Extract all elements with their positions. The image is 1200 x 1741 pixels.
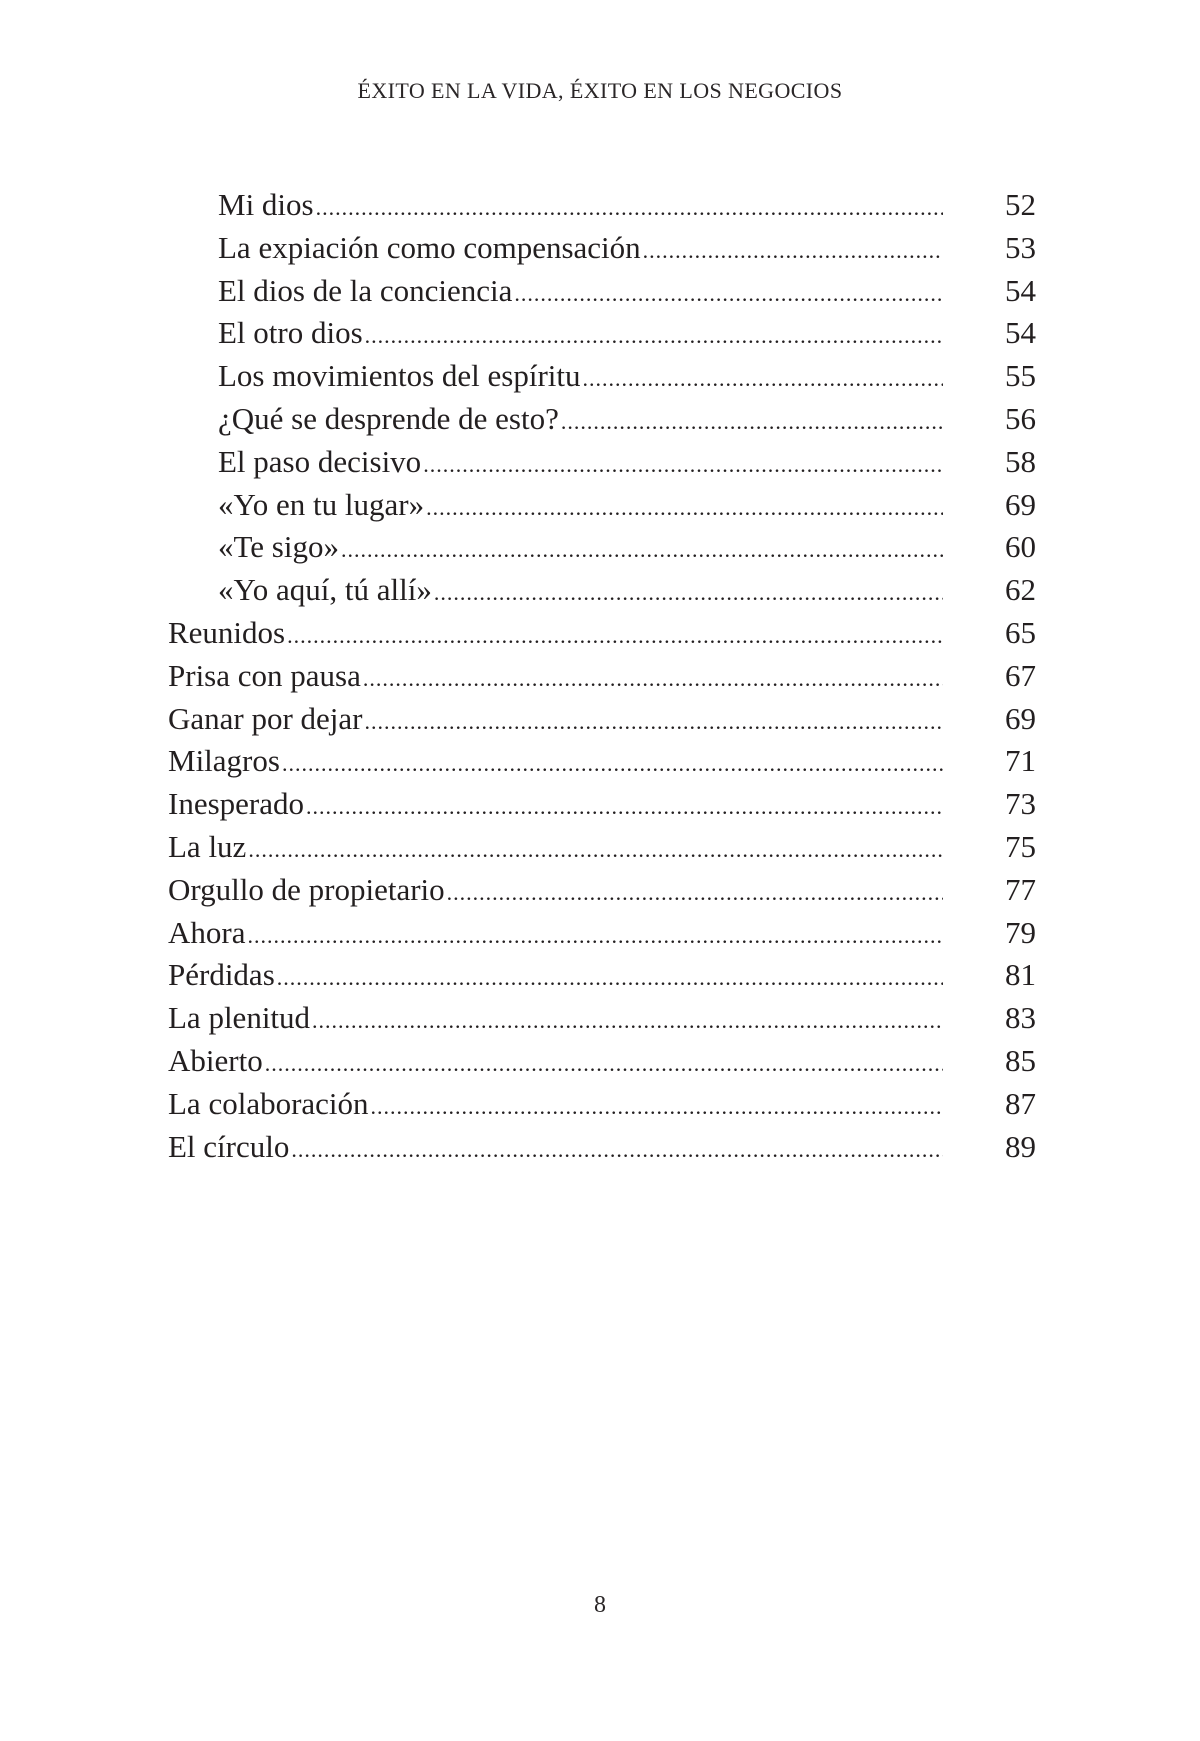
toc-entry — [0, 526, 1200, 569]
dot-leader — [514, 273, 943, 313]
toc-entry — [0, 612, 1200, 655]
dot-leader — [643, 230, 943, 270]
dot-leader — [365, 315, 943, 355]
toc-entry-page: 65 — [1005, 614, 1036, 650]
toc-entry — [0, 1083, 1200, 1126]
toc-entry-page: 54 — [1005, 272, 1036, 308]
table-of-contents — [0, 184, 1200, 1168]
toc-entry — [0, 312, 1200, 355]
toc-entry-title: Abierto — [168, 1040, 265, 1083]
toc-entry — [0, 270, 1200, 313]
toc-entry — [0, 227, 1200, 270]
toc-entry-leader — [168, 783, 943, 826]
toc-entry-leader — [168, 912, 943, 955]
toc-entry-title: «Yo aquí, tú allí» — [218, 569, 434, 612]
toc-entry-page: 89 — [1005, 1128, 1036, 1164]
toc-entry-page: 75 — [1005, 828, 1036, 864]
toc-entry-title: Ganar por dejar — [168, 698, 365, 741]
toc-entry-title: Los movimientos del espíritu — [218, 355, 583, 398]
toc-entry — [0, 655, 1200, 698]
toc-entry-page: 69 — [1005, 486, 1036, 522]
toc-entry-leader — [168, 612, 943, 655]
dot-leader — [247, 915, 943, 955]
toc-entry-page: 81 — [1005, 957, 1036, 993]
toc-entry-page: 77 — [1005, 871, 1036, 907]
dot-leader — [561, 401, 943, 441]
toc-entry — [0, 441, 1200, 484]
dot-leader — [426, 487, 943, 527]
toc-entry-leader — [218, 312, 943, 355]
toc-entry-page: 69 — [1005, 700, 1036, 736]
toc-entry-page: 83 — [1005, 1000, 1036, 1036]
toc-entry-leader — [168, 954, 943, 997]
toc-entry-leader — [218, 227, 943, 270]
toc-entry-title: Inesperado — [168, 783, 306, 826]
toc-entry-leader — [168, 1126, 943, 1169]
dot-leader — [423, 444, 943, 484]
toc-entry — [0, 1126, 1200, 1169]
dot-leader — [434, 572, 943, 612]
toc-entry-title: Milagros — [168, 740, 282, 783]
toc-entry-leader — [168, 1040, 943, 1083]
toc-entry — [0, 783, 1200, 826]
toc-entry-title: La colaboración — [168, 1083, 371, 1126]
toc-entry-title: Orgullo de propietario — [168, 869, 447, 912]
dot-leader — [282, 743, 943, 783]
dot-leader — [583, 358, 944, 398]
dot-leader — [341, 529, 943, 569]
toc-entry-page: 67 — [1005, 657, 1036, 693]
toc-entry-title: ¿Qué se desprende de esto? — [218, 398, 561, 441]
toc-entry-leader — [218, 569, 943, 612]
toc-entry — [0, 954, 1200, 997]
toc-entry-title: El paso decisivo — [218, 441, 423, 484]
dot-leader — [365, 701, 943, 741]
toc-entry-page: 55 — [1005, 358, 1036, 394]
dot-leader — [277, 957, 943, 997]
toc-entry — [0, 698, 1200, 741]
toc-entry — [0, 826, 1200, 869]
toc-entry-title: Reunidos — [168, 612, 287, 655]
dot-leader — [265, 1043, 943, 1083]
toc-entry-title: «Te sigo» — [218, 526, 341, 569]
toc-entry-title: El otro dios — [218, 312, 365, 355]
toc-entry-leader — [218, 184, 943, 227]
page-number: 8 — [594, 1592, 606, 1618]
toc-entry-title: Pérdidas — [168, 954, 277, 997]
toc-entry-leader — [168, 740, 943, 783]
toc-entry-leader — [218, 398, 943, 441]
toc-entry — [0, 184, 1200, 227]
toc-entry-leader — [168, 655, 943, 698]
toc-entry-page: 85 — [1005, 1042, 1036, 1078]
dot-leader — [306, 786, 943, 826]
toc-entry-page: 62 — [1005, 572, 1036, 608]
toc-entry-page: 52 — [1005, 187, 1036, 222]
toc-entry — [0, 1040, 1200, 1083]
toc-entry-leader — [168, 869, 943, 912]
toc-entry-leader — [218, 526, 943, 569]
toc-entry-page: 54 — [1005, 315, 1036, 351]
toc-entry-leader — [218, 441, 943, 484]
toc-entry-page: 71 — [1005, 743, 1036, 779]
toc-entry — [0, 869, 1200, 912]
toc-entry-leader — [168, 997, 943, 1040]
toc-entry-page: 56 — [1005, 400, 1036, 436]
toc-entry-title: La plenitud — [168, 997, 312, 1040]
toc-entry-page: 73 — [1005, 786, 1036, 822]
toc-entry-leader — [168, 698, 943, 741]
toc-entry-title: Prisa con pausa — [168, 655, 363, 698]
toc-entry-title: El dios de la conciencia — [218, 270, 514, 313]
dot-leader — [363, 658, 943, 698]
toc-entry-title: Ahora — [168, 912, 247, 955]
toc-entry-page: 53 — [1005, 229, 1036, 265]
toc-entry-page: 87 — [1005, 1085, 1036, 1121]
toc-entry-leader — [218, 484, 943, 527]
toc-entry — [0, 912, 1200, 955]
dot-leader — [371, 1086, 943, 1126]
dot-leader — [312, 1000, 943, 1040]
toc-entry-page: 58 — [1005, 443, 1036, 479]
toc-entry-title: El círculo — [168, 1126, 291, 1169]
dot-leader — [287, 615, 943, 655]
dot-leader — [447, 872, 943, 912]
dot-leader — [248, 829, 943, 869]
toc-entry — [0, 398, 1200, 441]
dot-leader — [316, 187, 943, 227]
dot-leader — [291, 1129, 943, 1169]
toc-entry-leader — [218, 270, 943, 313]
toc-entry-title: Mi dios — [218, 184, 316, 227]
toc-entry-title: La luz — [168, 826, 248, 869]
toc-entry — [0, 484, 1200, 527]
toc-entry-page: 79 — [1005, 914, 1036, 950]
toc-entry-leader — [218, 355, 943, 398]
toc-entry — [0, 997, 1200, 1040]
toc-entry — [0, 740, 1200, 783]
toc-entry — [0, 569, 1200, 612]
toc-entry-title: La expiación como compensación — [218, 227, 643, 270]
toc-entry-leader — [168, 1083, 943, 1126]
toc-entry-page: 60 — [1005, 529, 1036, 565]
running-header: ÉXITO EN LA VIDA, ÉXITO EN LOS NEGOCIOS — [357, 78, 843, 103]
toc-entry-title: «Yo en tu lugar» — [218, 484, 426, 527]
toc-entry-leader — [168, 826, 943, 869]
toc-entry — [0, 355, 1200, 398]
